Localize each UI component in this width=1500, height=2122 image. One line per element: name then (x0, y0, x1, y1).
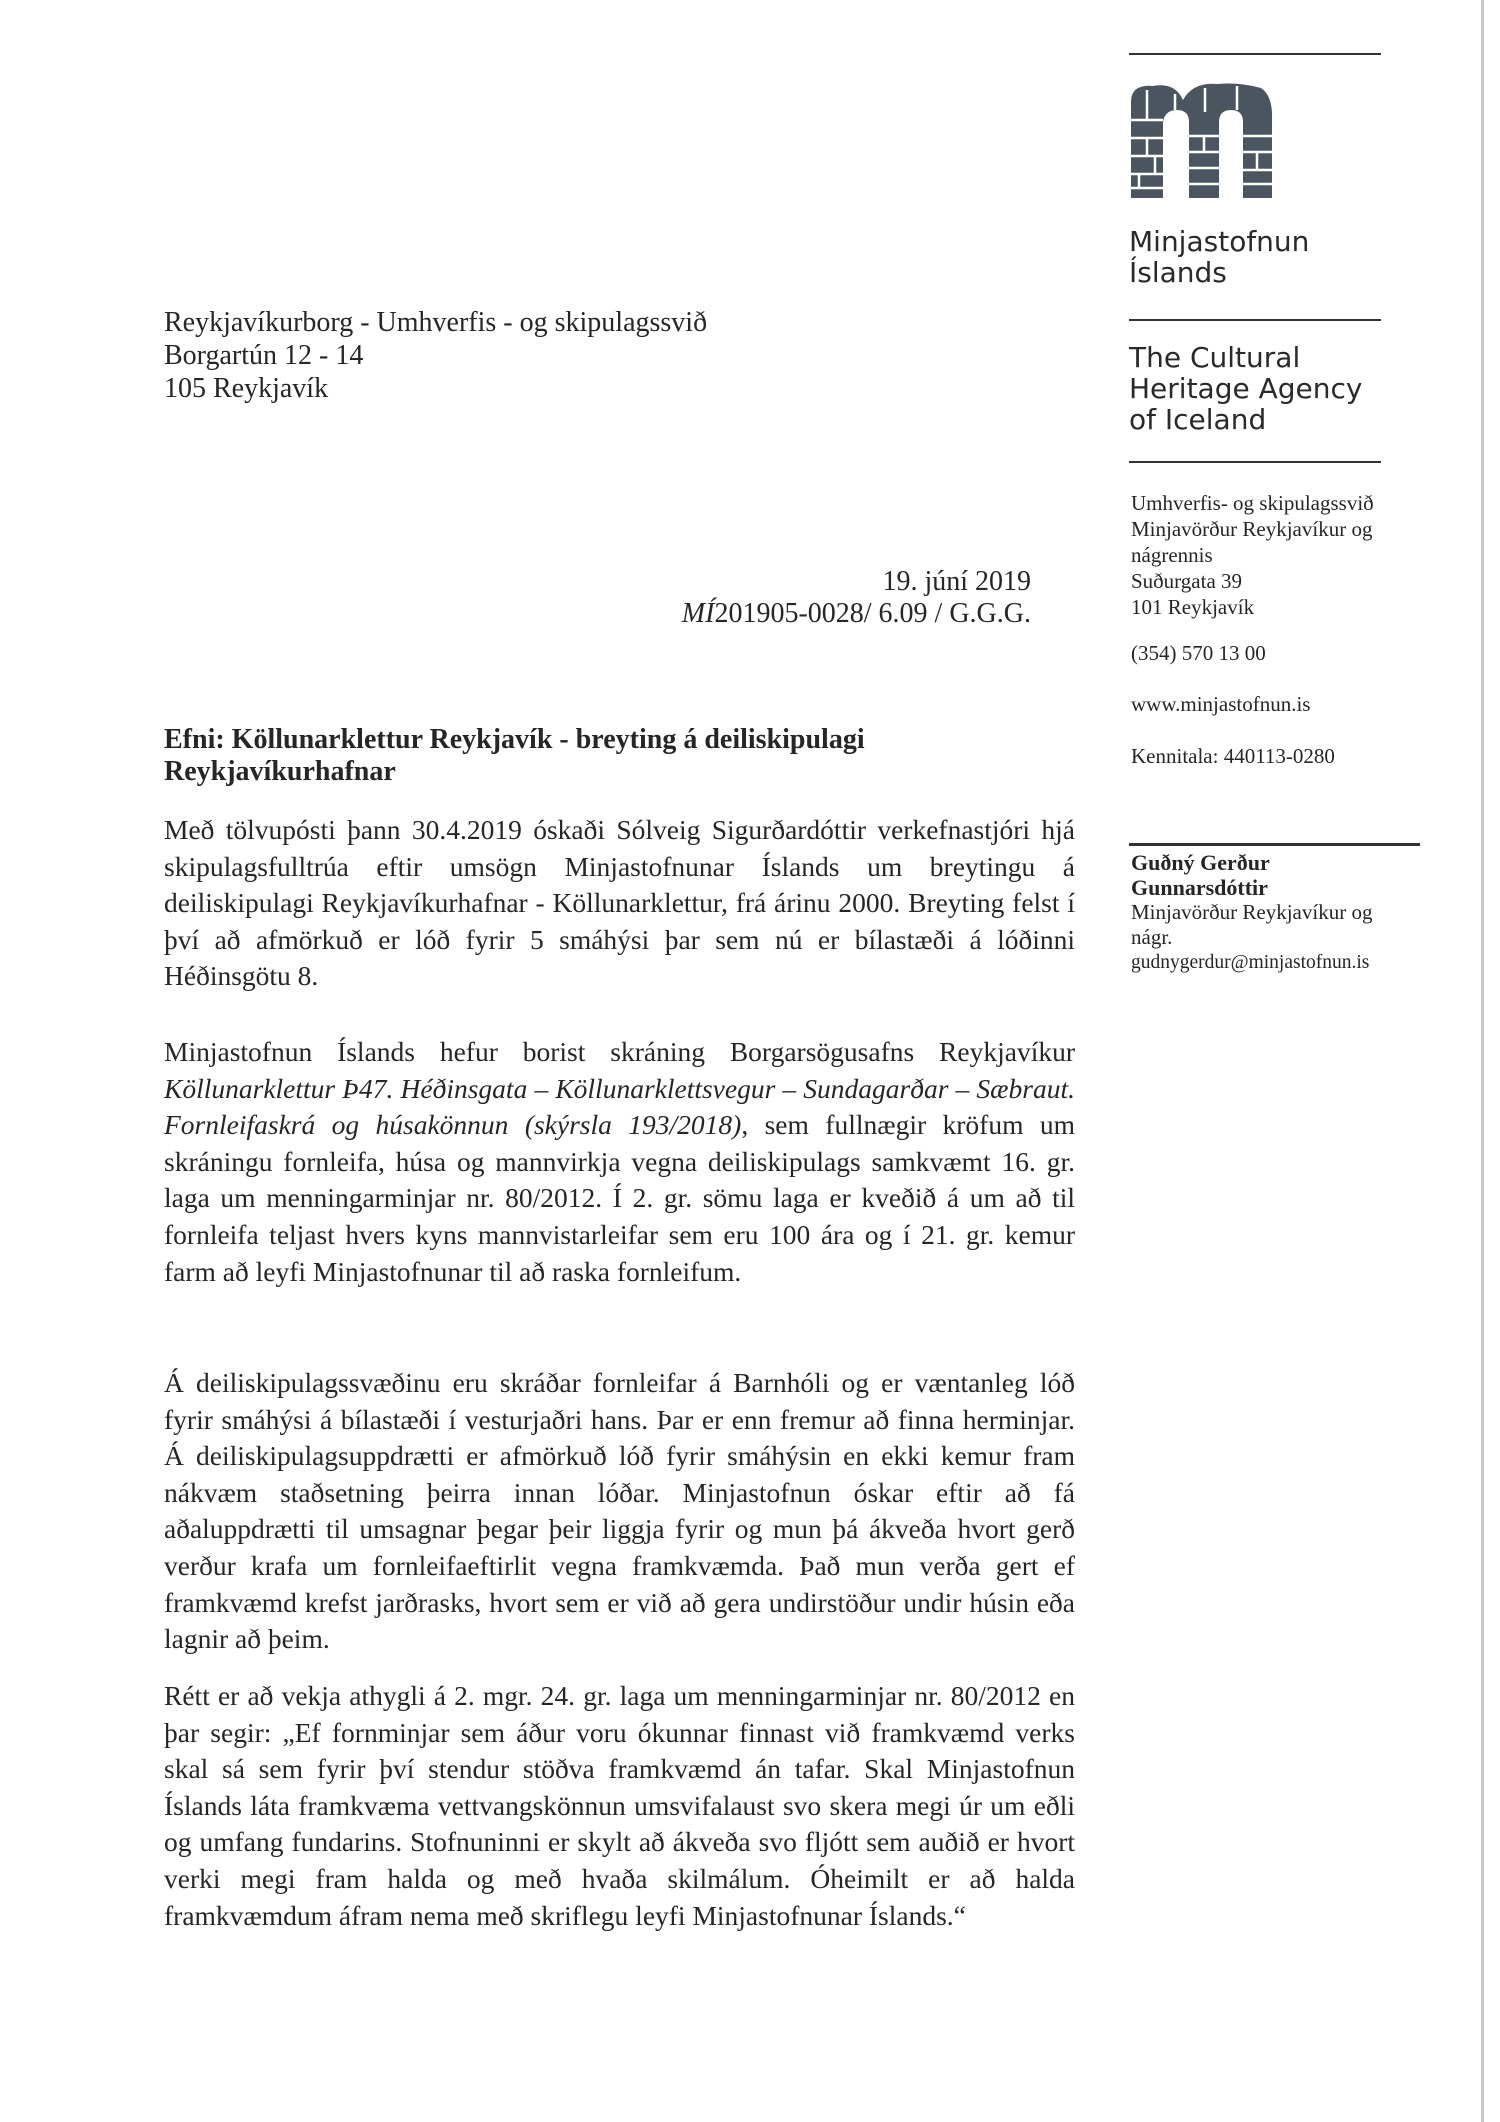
org-name-icelandic (1129, 226, 1309, 288)
divider (1129, 319, 1381, 321)
address-line: Minjavörður Reykjavíkur og (1131, 517, 1373, 541)
recipient-line: Reykjavíkurborg - Umhverfis - og skipulagssvið (164, 307, 708, 338)
page-edge-line (1481, 0, 1484, 2122)
date-reference (682, 566, 1031, 630)
org-name-line: of Iceland (1129, 403, 1267, 436)
address-line: nágrennis (1131, 543, 1213, 567)
reference-rest: 201905-0028/ 6.09 / G.G.G. (714, 598, 1031, 629)
address-line: 101 Reykjavík (1131, 595, 1255, 619)
kennitala: Kennitala: 440113-0280 (1131, 744, 1335, 768)
org-name-line: Heritage Agency (1129, 372, 1363, 405)
org-name-line: The Cultural (1129, 341, 1301, 374)
office-address (1131, 490, 1374, 620)
address-line: Suðurgata 39 (1131, 569, 1243, 593)
recipient-line: Borgartún 12 - 14 (164, 340, 364, 371)
address-line: Umhverfis- og skipulagssvið (1131, 491, 1374, 515)
divider (1129, 461, 1381, 463)
paragraph-2-text: Minjastofnun Íslands hefur borist skráning Borgarsögusafns Reykjavíkur (164, 1036, 1075, 1067)
contact-email[interactable]: gudnygerdur@minjastofnun.is (1131, 952, 1370, 973)
website-link[interactable]: www.minjastofnun.is (1131, 692, 1311, 716)
letter-date: 19. júní 2019 (882, 566, 1031, 597)
reference-number (682, 598, 1031, 630)
recipient-line: 105 Reykjavík (164, 373, 329, 404)
divider (1129, 843, 1420, 846)
paragraph-3: Á deiliskipulagssvæðinu eru skráðar fornleifar á Barnhóli og er væntanleg lóð fyrir smáhýsi á bílastæði í vesturjaðri hans. Þar er enn fremur að finna herminjar. Á deiliskipulagsuppdrætti er afmörkuð lóð fyrir smáhýsin en ekki kemur fram nákvæm staðsetning þeirra innan lóðar. Minjastofnun óskar eftir að fá aðaluppdrætti til umsagnar þegar þeir liggja fyrir og mun þá ákveða hvort gerð verður krafa um fornleifaeftirlit vegna framkvæmda. Það mun verða gert ef framkvæmd krefst jarðrasks, hvort sem er við að gera undirstöður undir húsin eða lagnir að þeim. (164, 1367, 1075, 1655)
org-name-english (1129, 342, 1362, 435)
paragraph-2 (164, 1034, 1075, 1290)
paragraph-1: Með tölvupósti þann 30.4.2019 óskaði Sólveig Sigurðardóttir verkefnastjóri hjá skipulagsfulltrúa eftir umsögn Minjastofnunar Íslands um breytingu á deiliskipulagi Reykjavíkurhafnar - Köllunarklettur, frá árinu 2000. Breyting felst í því að afmörkuð er lóð fyrir 5 smáhýsi þar sem nú er bílastæði á lóðinni Héðinsgötu 8. (164, 814, 1075, 992)
subject-heading: Efni: Köllunarklettur Reykjavík - breyting á deiliskipulagi Reykjavíkurhafnar (164, 724, 865, 787)
minjastofnun-logo-icon (1127, 80, 1277, 200)
contact-title: Minjavörður Reykjavíkur og (1131, 900, 1373, 924)
recipient-address (164, 306, 707, 405)
contact-name: Gunnarsdóttir (1131, 875, 1268, 900)
divider (1129, 53, 1381, 55)
paragraph-2-text: , sem fullnægir kröfum um skráningu fornleifa, húsa og mannvirkja vegna deiliskipulags samkvæmt 16. gr. laga um menningarminjar nr. 80/2012. Í 2. gr. sömu laga er kveðið á um að til fornleifa teljast hvers kyns mannvistarleifar sem eru 100 ára og í 21. gr. kemur farm að leyfi Minjastofnunar til að raska fornleifum. (164, 1109, 1075, 1287)
org-name-line: Minjastofnun (1129, 225, 1310, 258)
contact-person (1131, 850, 1372, 975)
contact-name: Guðný Gerður (1131, 850, 1270, 875)
phone-number: (354) 570 13 00 (1131, 641, 1266, 665)
org-name-line: Íslands (1129, 256, 1227, 289)
report-title: Köllunarklettur Þ47. Héðinsgata – Köllunarklettsvegur – Sundagarðar – Sæbraut. Fornleifaskrá og húsakönnun (skýrsla 193/2018) (164, 1072, 1075, 1141)
paragraph-4: Rétt er að vekja athygli á 2. mgr. 24. gr. laga um menningarminjar nr. 80/2012 en þar segir: „Ef fornminjar sem áður voru ókunnar finnast við framkvæmd verks skal sá sem fyrir því stendur stöðva framkvæmd án tafar. Skal Minjastofnun Íslands láta framkvæma vettvangskönnun umsvifalaust svo skera megi úr um eðli og umfang fundarins. Stofnuninni er skylt að ákveða svo fljótt sem auðið er hvort verki megi fram halda og með hvaða skilmálum. Óheimilt er að halda framkvæmdum áfram nema með skriflegu leyfi Minjastofnunar Íslands.“ (164, 1680, 1075, 1931)
contact-title: nágr. (1131, 925, 1173, 949)
reference-prefix: MÍ (681, 598, 715, 629)
